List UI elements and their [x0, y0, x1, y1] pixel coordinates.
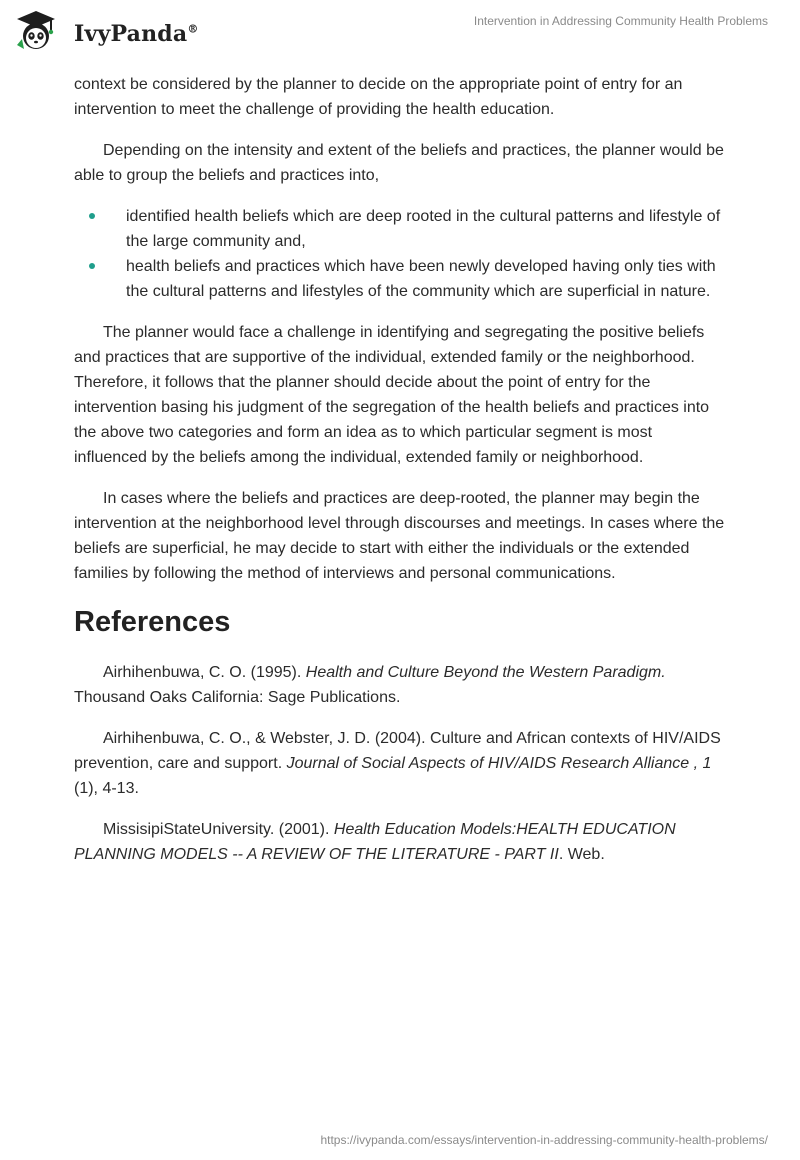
- bullet-dot-icon: [89, 213, 95, 219]
- brand-name: IvyPanda®: [74, 21, 199, 47]
- bullet-list: [74, 204, 726, 304]
- list-item: identified health beliefs which are deep rooted in the cultural patterns and lifestyle of the large community and,: [74, 204, 726, 254]
- references-heading: References: [74, 606, 231, 638]
- ivypanda-logo[interactable]: [14, 9, 214, 53]
- list-item: health beliefs and practices which have been newly developed having only ties with the cultural patterns and lifestyles of the community which are superficial in nature.: [74, 254, 726, 304]
- paragraph-1: Depending on the intensity and extent of the beliefs and practices, the planner would be able to group the beliefs and practices into,: [74, 142, 724, 184]
- panda-graduate-icon: [14, 9, 58, 53]
- document-body: [74, 72, 726, 883]
- bullet-dot-icon: [89, 263, 95, 269]
- document-title: Intervention in Addressing Community Health Problems: [473, 14, 768, 28]
- reference-item: Airhihenbuwa, C. O., & Webster, J. D. (2004). Culture and African contexts of HIV/AIDS prevention, care and support. Journal of Social Aspects of HIV/AIDS Research Alliance , 1 (1), 4-13.: [74, 730, 721, 797]
- reference-item: MissisipiStateUniversity. (2001). Health Education Models:HEALTH EDUCATION PLANNING MODELS -- A REVIEW OF THE LITERATURE - PART II. Web.: [74, 821, 676, 863]
- paragraph-continued: context be considered by the planner to decide on the appropriate point of entry for an intervention to meet the challenge of providing the health education.: [74, 76, 683, 118]
- paragraph-2: The planner would face a challenge in identifying and segregating the positive beliefs and practices that are supportive of the individual, extended family or the neighborhood. Therefore, it follows that the planner should decide about the point of entry for the intervention basing his judgment of the segregation of the health beliefs and practices into the above two categories and form an idea as to which particular segment is most influenced by the beliefs among the individual, extended family or neighborhood.: [74, 324, 710, 466]
- page-header: [0, 0, 800, 60]
- paragraph-3: In cases where the beliefs and practices are deep-rooted, the planner may begin the intervention at the neighborhood level through discourses and meetings. In cases where the beliefs are superficial, he may decide to start with either the individuals or the extended families by following the method of interviews and personal communications.: [74, 490, 725, 582]
- footer-url-link[interactable]: https://ivypanda.com/essays/intervention-in-addressing-community-health-problems/: [320, 1133, 768, 1147]
- reference-item: Airhihenbuwa, C. O. (1995). Health and Culture Beyond the Western Paradigm. Thousand Oaks California: Sage Publications.: [74, 664, 666, 706]
